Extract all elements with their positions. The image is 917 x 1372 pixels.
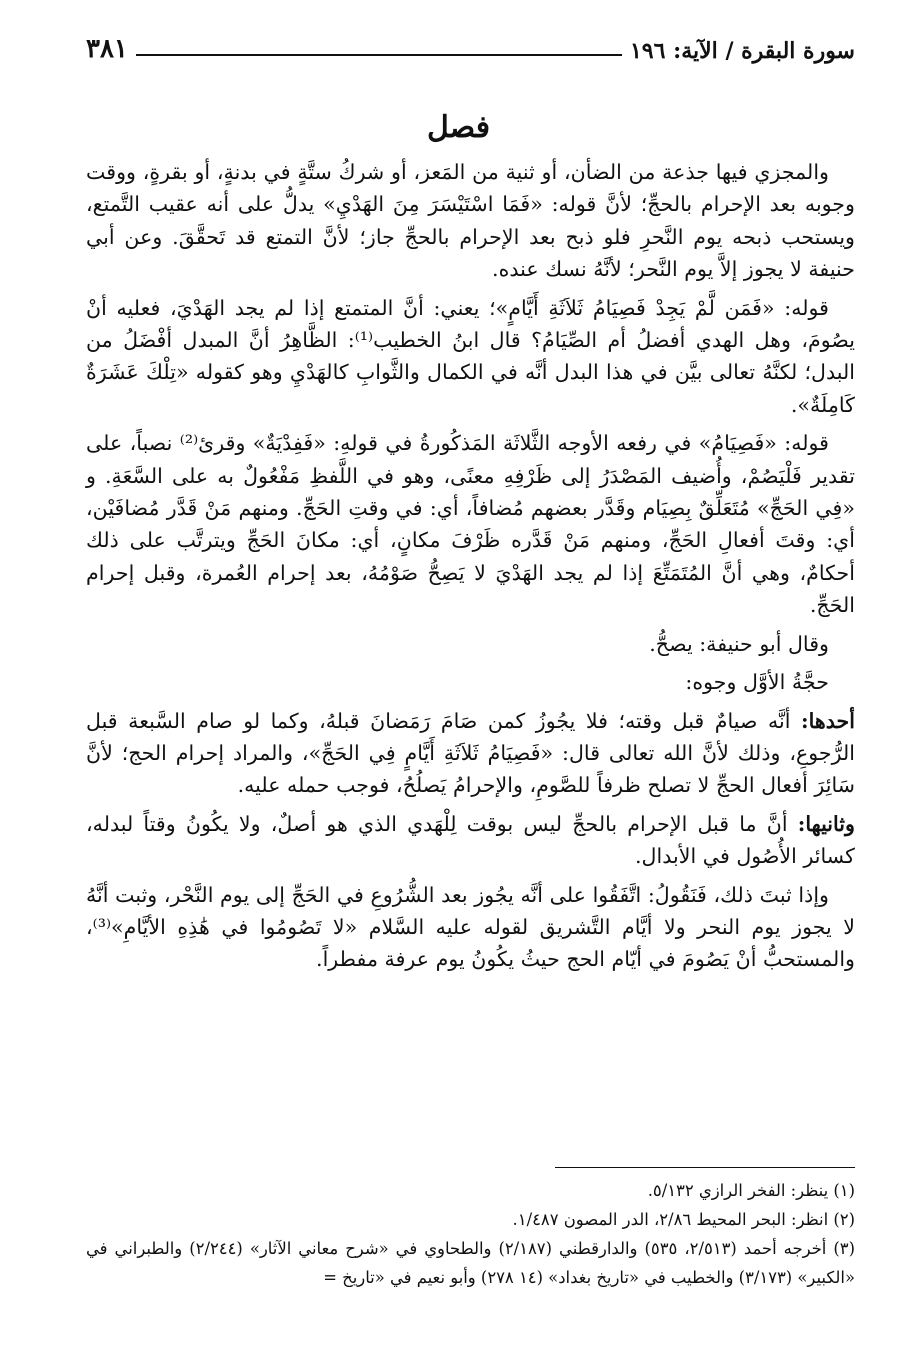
- paragraph-body: أنَّه صيامٌ قبل وقته؛ فلا يجُوزُ كمن صَامَ رَمَضانَ قبلهُ، وكما لو صام السَّبعة قبل الرُّجوعِ، وذلك لأنَّ الله تعالى قال: «فَصِيَامُ ثَلاَثَةِ أَيَّامٍ فِي الحَجِّ»، والمراد إحرام الحج؛ لأنَّ سَائِرَ أفعال الحجِّ لا تصلح ظرفاً للصَّومِ، والإحرامُ يَصلُحُ، فوجب حمله عليه.: [86, 708, 855, 798]
- footnote: (٢) انظر: البحر المحيط ٢/٨٦، الدر المصون ١/٤٨٧.: [512, 1210, 855, 1229]
- page-number: ٣٨١: [86, 34, 128, 64]
- paragraph: قوله: «فَصِيَامُ» في رفعه الأوجه الثَّلاثَة المَذكُورةُ في قولهِ: «فَفِدْيَةٌ» وقرئ⁽²⁾ نصباً، على تقدير فَلْيَصُمْ، وأُضيف المَصْدَرُ إلى ظَرْفِهِ معنًى، وهو في اللَّفظِ مَفْعُولٌ به على السَّعَةِ. و «فِي الحَجِّ» مُتَعَلِّقٌ بِصِيَام وقَدَّر بعضهم مُضافاً، أي: في وقتِ الحَجِّ. ومنهم مَنْ قَدَّر مُضافَيْن، أي: وقتَ أفعالِ الحَجِّ، ومنهم مَنْ قَدَّره ظَرْفَ مكانٍ، أي: مكانَ الحَجِّ ويترتَّب على ذلك أحكامٌ، وهي أنَّ المُتَمَتِّعَ إذا لم يجد الهَدْيَ لا يَصِحُّ صَوْمُهُ، بعد إحرام العُمرة، وقبل إحرام الحَجِّ.: [86, 431, 855, 618]
- paragraph-body: أنَّ ما قبل الإحرام بالحجِّ ليس بوقت لِلْهَدي الذي هو أصلٌ، ولا يكُونُ وقتاً لبدله، كسائر الأُصُول في الأبدال.: [86, 811, 855, 869]
- paragraph: وإذا ثبتَ ذلك، فَنَقُولُ: اتَّفَقُوا على أنَّه يجُوز بعد الشُّرُوعِ في الحَجِّ إلى يوم النَّحْر، وثبت أنَّهُ لا يجوز يوم النحر ولا أيَّام التَّشريق لقوله عليه السَّلام «لا تَصُومُوا في هَٰذِهِ الأيَّامِ»⁽³⁾، والمستحبُّ أنْ يَصُومَ في أيّام الحج حيثُ يكُونُ يوم عرفة مفطراً.: [86, 882, 856, 972]
- footnote-separator: [555, 1167, 855, 1168]
- paragraph: حجَّةُ الأوَّل وجوه:: [685, 670, 829, 695]
- footnote: (١) ينظر: الفخر الرازي ٥/١٣٢.: [647, 1181, 855, 1200]
- paragraph: [86, 808, 855, 873]
- footnote: (٣) أخرجه أحمد (٢/٥١٣، ٥٣٥) والدارقطني (٢/١٨٧) والطحاوي في «شرح معاني الآثار» (٢/٢٤٤) والطبراني في «الكبير» (٣/١٧٣) والخطيب في «تاريخ بغداد» (١٤ ٢٧٨) وأبو نعيم في «تاريخ =: [86, 1239, 855, 1287]
- header-rule: [136, 54, 622, 56]
- paragraph: قوله: «فَمَن لَّمْ يَجِدْ فَصِيَامُ ثَلاَثَةِ أَيَّامٍ»؛ يعني: أنَّ المتمتع إذا لم يجد الهَدْيَ، فعليه أنْ يصُومَ، وهل الهدي أفضلُ أم الصِّيَامُ؟ قال ابنُ الخطيب⁽¹⁾: الظَّاهِرُ أنَّ المبدل أفْضَلُ من البدل؛ لكنَّهُ تعالى بيَّن في هذا البدل أنَّه في الكمال والثَّوابِ كالهَدْيِ وهو كقوله «تِلْكَ عَشَرَةٌ كَامِلَةٌ».: [86, 295, 855, 417]
- section-heading: فصل: [426, 110, 491, 145]
- running-title: سورة البقرة / الآية: ١٩٦: [629, 38, 855, 64]
- paragraph-lead: وثانيها:: [797, 811, 855, 836]
- paragraph: وقال أبو حنيفة: يصحُّ.: [649, 631, 829, 656]
- paragraph: [86, 705, 855, 802]
- paragraph: والمجزي فيها جذعة من الضأن، أو ثنية من المَعز، أو شركُ ستَّةٍ في بدنةٍ، أو بقرةٍ، ووقت وجوبه بعد الإحرام بالحجِّ؛ لأنَّ قوله: «فَمَا اسْتَيْسَرَ مِنَ الهَدْيِ» يدلُّ على أنه عقيب التَّمتع، ويستحب ذبحه يوم النَّحرِ فلو ذبح بعد الإحرام بالحجِّ جاز؛ لأنَّ التمتع قد تَحقَّقَ. وعن أبي حنيفة لا يجوز إلاَّ يوم النَّحر؛ لأنَّهُ نسك عنده.: [86, 160, 855, 282]
- running-header: [86, 28, 855, 64]
- paragraph-lead: أحدها:: [801, 708, 855, 733]
- main-text: [86, 156, 855, 982]
- footnotes: [86, 1176, 855, 1292]
